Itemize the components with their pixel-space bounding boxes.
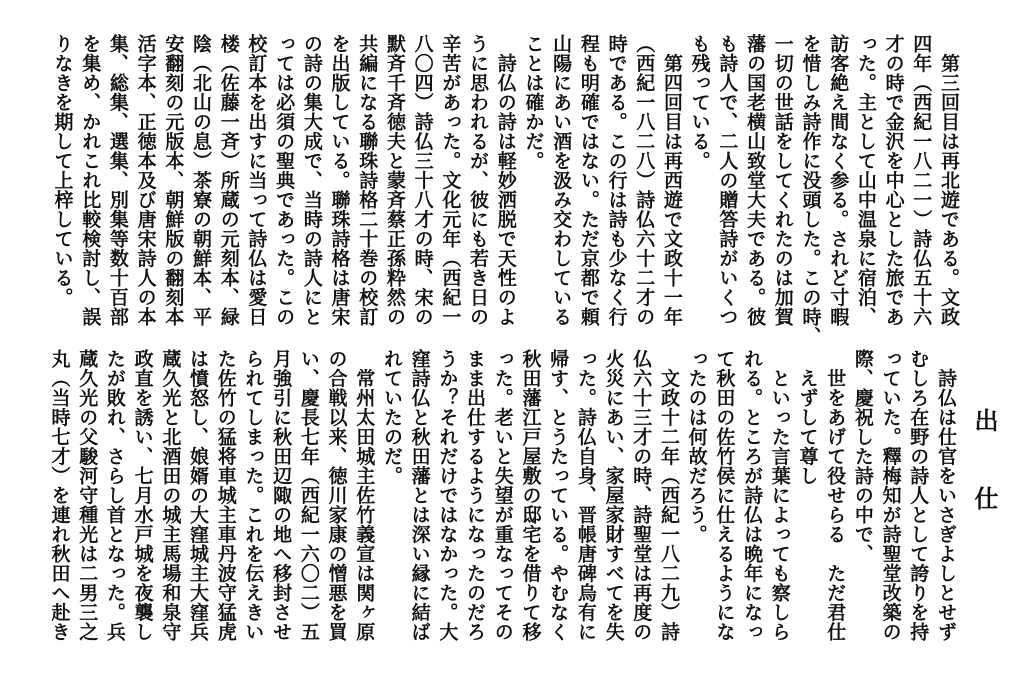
- upper-text-column: 楼（佐藤一斉）所蔵の元刻本、緑: [217, 34, 240, 327]
- lower-text-column: 文政十二年（西紀一八二九）詩: [657, 349, 680, 642]
- lower-text-column: 政直を誘い、七月水戸城を夜襲し: [131, 349, 154, 642]
- section-heading: 出仕: [970, 408, 999, 564]
- lower-text-column: った。老いと失望が重なってその: [491, 349, 514, 642]
- upper-text-column: 山陽にあい酒を汲み交わしている: [550, 34, 573, 327]
- lower-text-column: て秋田の佐竹侯に仕えるようにな: [713, 349, 736, 642]
- lower-text-column: 秋田藩江戸屋敷の邸宅を借りて移: [519, 349, 542, 642]
- lower-text-column: は憤怒し、娘婿の大窪城主大窪兵: [187, 349, 210, 642]
- lower-text-column: の合戦以来、徳川家康の憎悪を買: [325, 349, 348, 642]
- lower-text-column: 詩仏は仕官をいさぎよしとせず: [935, 349, 957, 642]
- upper-text-column: 藩の国老横山致堂大夫である。彼: [744, 34, 767, 327]
- upper-text-column: 默斉千斉徳夫と蒙斉蔡正孫粋然の: [383, 34, 406, 327]
- lower-text-column: うか？それだけではなかった。大: [436, 349, 459, 642]
- lower-text-column: 蔵久光の父駿河守種光は二男三之: [76, 349, 99, 642]
- upper-text-column: 時である。この行は詩も少なく行: [605, 34, 628, 327]
- upper-text-column: ことは確かだ。: [522, 34, 545, 171]
- lower-text-column: れていたのだ。: [380, 349, 403, 486]
- lower-text-column: ったのは何故だろう。: [685, 349, 708, 544]
- upper-text-column: 共編になる聯珠詩格二十巻の校訂: [356, 34, 379, 327]
- upper-text-column: を惜しみ詩作に没頭した。この時、: [799, 34, 822, 346]
- lower-text-column: 仏六十三才の時、詩聖堂は再度の: [630, 349, 653, 642]
- upper-text-column: （西紀一八二八）詩仏六十二才の: [633, 34, 656, 327]
- upper-text-column: っては必須の聖典であった。この: [273, 34, 296, 327]
- lower-text-column: られてしまった。これを伝えきい: [242, 349, 265, 642]
- upper-text-column: 八〇四）詩仏三十八才の時、宋の: [411, 34, 434, 327]
- upper-text-column: 訪客絶え間なく参る。されど寸暇: [827, 34, 850, 327]
- upper-text-column: 陰（北山の息）茶寮の朝鮮本、平: [190, 34, 213, 327]
- lower-text-column: むしろ在野の詩人として誇りを持: [907, 349, 930, 642]
- upper-text-column: を出版している。聯珠詩格は唐宋: [328, 34, 351, 327]
- upper-text-column: 活字本、正徳本及び唐宋詩人の本: [134, 34, 157, 327]
- upper-text-column: も残っている。: [688, 34, 711, 171]
- upper-text-column: を集め、かれこれ比較検討し、誤: [79, 34, 102, 327]
- upper-text-column: 辛苦があった。文化元年（西紀一: [439, 34, 462, 327]
- upper-text-column: った。主として山中温泉に宿泊、: [854, 34, 877, 327]
- lower-text-column: 蔵久光と北酒田の城主馬場和泉守: [159, 349, 182, 642]
- upper-text-column: 安翻刻の元版本、朝鮮版の翻刻本: [162, 34, 185, 327]
- lower-text-column: たが敗れ、さらし首となった。兵: [103, 349, 126, 642]
- upper-text-column: の詩の集大成で、当時の詩人にと: [300, 34, 323, 327]
- lower-text-column: といった言葉によっても察しら: [768, 349, 791, 642]
- lower-text-column: 際、慶祝した詩の中で、: [851, 349, 874, 564]
- lower-text-column: えずして尊し: [796, 349, 819, 486]
- upper-text-column: 第四回目は再西遊で文政十一年: [660, 34, 683, 327]
- upper-text-column: 一切の世話をしてくれたのは加賀: [771, 34, 794, 327]
- lower-text-column: 窪詩仏と秋田藩とは深い縁に結ば: [408, 349, 431, 642]
- lower-text-column: っていた。釋梅知が詩聖堂改築の: [879, 349, 902, 642]
- upper-text-column: も詩人で、二人の贈答詩がいくつ: [716, 34, 739, 327]
- upper-text-column: 詩仏の詩は軽妙洒脱で天性のよ: [494, 34, 517, 327]
- upper-text-column: 集、総集、選集、別集等数十百部: [106, 34, 129, 327]
- upper-text-block: [48, 34, 962, 352]
- upper-text-column: うに思われるが、彼にも若き日の: [467, 34, 490, 327]
- upper-text-column: 校訂本を出すに当って詩仏は愛日: [245, 34, 268, 327]
- upper-text-column: 才の時で金沢を中心とした旅であ: [882, 34, 905, 327]
- lower-text-column: 帰す、とうたっている。やむなく: [547, 349, 570, 642]
- upper-text-column: りなきを期して上梓している。: [51, 34, 74, 307]
- lower-text-column: 火災にあい、家屋家財すべてを失: [602, 349, 625, 642]
- lower-text-column: た佐竹の猛将車城主車丹波守猛虎: [214, 349, 237, 642]
- upper-text-column: 程も明確ではない。ただ京都で頼: [577, 34, 600, 327]
- lower-text-column: まま出仕するようになったのだろ: [464, 349, 487, 642]
- lower-text-column: 月強引に秋田辺陬の地へ移封させ: [270, 349, 293, 642]
- lower-text-column: れる。ところが詩仏は晩年になっ: [741, 349, 764, 642]
- lower-text-column: った。詩仏自身、晋帳唐碑烏有に: [574, 349, 597, 642]
- lower-text-column: い、慶長七年（西紀一六〇二）五: [297, 349, 320, 642]
- lower-text-column: 常州太田城主佐竹義宣は関ヶ原: [353, 349, 376, 642]
- lower-text-column: 世をあげて役せらる ただ君仕: [824, 349, 847, 642]
- lower-text-block: [45, 349, 959, 667]
- upper-text-column: 四年（西紀一八二一）詩仏五十六: [910, 34, 933, 327]
- upper-text-column: 第三回目は再北遊である。文政: [938, 34, 960, 327]
- lower-text-column: 丸（当時七才）を連れ秋田へ赴き: [48, 349, 71, 642]
